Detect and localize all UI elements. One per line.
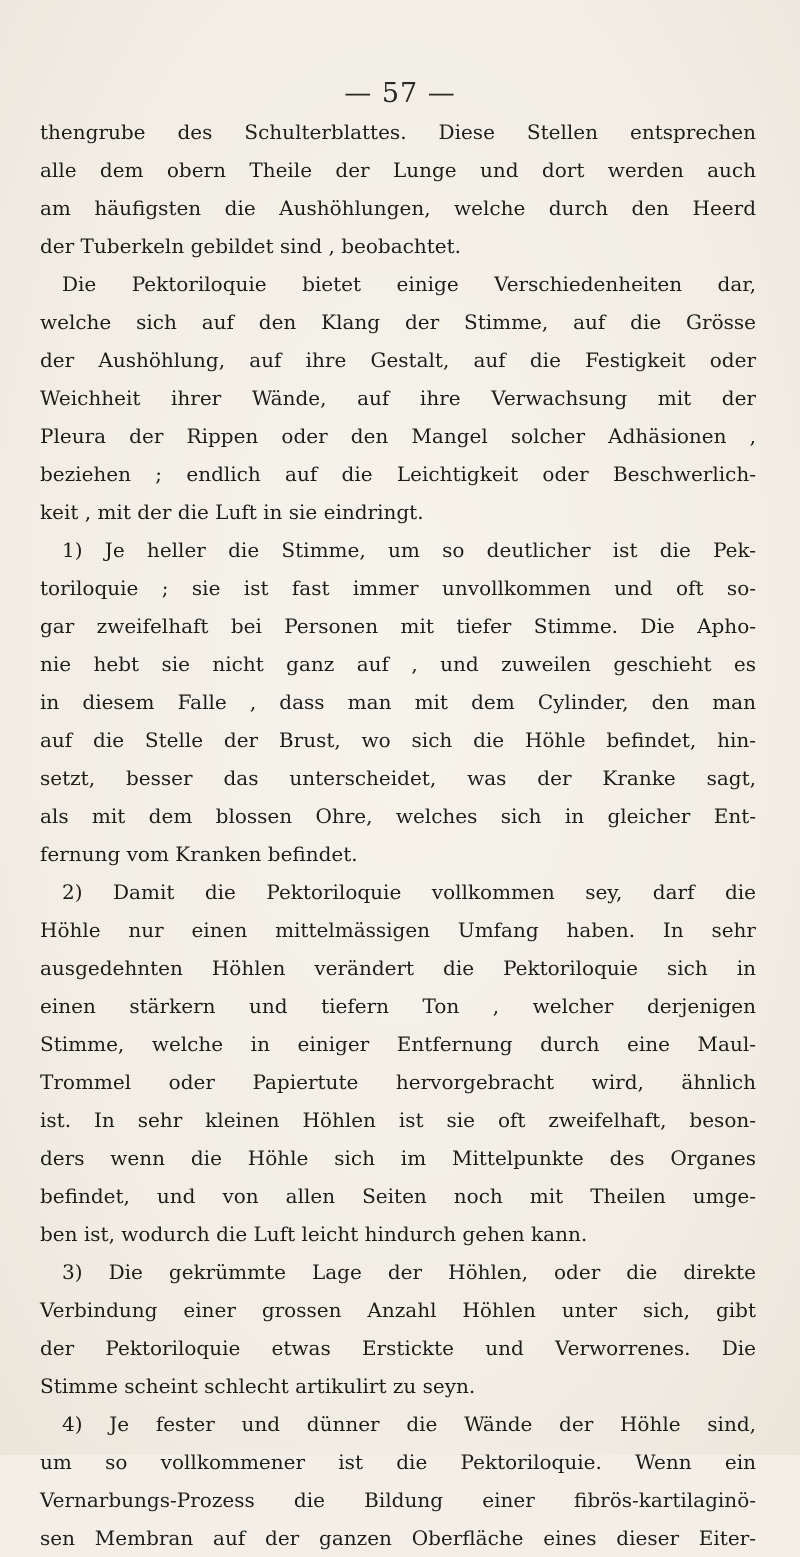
text-line: 4) Je fester und dünner die Wände der Höhle sind,	[62, 1412, 756, 1436]
text-line: Trommel oder Papiertute hervorgebracht wird, ähnlich	[40, 1070, 756, 1094]
text-line: Stimme scheint schlecht artikulirt zu seyn.	[40, 1374, 476, 1398]
text-line: welche sich auf den Klang der Stimme, auf die Grösse	[40, 310, 756, 334]
text-line: 3) Die gekrümmte Lage der Höhlen, oder die direkte	[62, 1260, 756, 1284]
text-line: sen Membran auf der ganzen Oberfläche eines dieser Eiter-	[40, 1526, 756, 1550]
text-line: Pleura der Rippen oder den Mangel solcher Adhäsionen ,	[40, 424, 756, 448]
text-line: Die Pektoriloquie bietet einige Verschiedenheiten dar,	[62, 272, 756, 296]
text-line: fernung vom Kranken befindet.	[40, 842, 358, 866]
text-line: ders wenn die Höhle sich im Mittelpunkte des Organes	[40, 1146, 756, 1170]
text-line: Stimme, welche in einiger Entfernung durch eine Maul-	[40, 1032, 756, 1056]
text-line: ist. In sehr kleinen Höhlen ist sie oft zweifelhaft, beson-	[40, 1108, 756, 1132]
body-text	[40, 113, 756, 1557]
text-line: als mit dem blossen Ohre, welches sich in gleicher Ent-	[40, 804, 756, 828]
text-line: 1) Je heller die Stimme, um so deutlicher ist die Pek-	[62, 538, 756, 562]
text-line: der Aushöhlung, auf ihre Gestalt, auf die Festigkeit oder	[40, 348, 756, 372]
text-line: alle dem obern Theile der Lunge und dort werden auch	[40, 158, 756, 182]
text-line: 2) Damit die Pektoriloquie vollkommen sey, darf die	[62, 880, 756, 904]
text-line: toriloquie ; sie ist fast immer unvollkommen und oft so-	[40, 576, 756, 600]
text-line: thengrube des Schulterblattes. Diese Stellen entsprechen	[40, 120, 756, 144]
text-line: Höhle nur einen mittelmässigen Umfang haben. In sehr	[40, 918, 756, 942]
text-line: ausgedehnten Höhlen verändert die Pektoriloquie sich in	[40, 956, 756, 980]
page-number: — 57 —	[344, 78, 456, 109]
text-line: auf die Stelle der Brust, wo sich die Höhle befindet, hin-	[40, 728, 756, 752]
text-line: Verbindung einer grossen Anzahl Höhlen unter sich, gibt	[40, 1298, 756, 1322]
text-line: nie hebt sie nicht ganz auf , und zuweilen geschieht es	[40, 652, 756, 676]
text-line: der Pektoriloquie etwas Erstickte und Verworrenes. Die	[40, 1336, 756, 1360]
text-line: Weichheit ihrer Wände, auf ihre Verwachsung mit der	[40, 386, 756, 410]
text-line: einen stärkern und tiefern Ton , welcher derjenigen	[40, 994, 756, 1018]
text-line: gar zweifelhaft bei Personen mit tiefer Stimme. Die Apho-	[40, 614, 756, 638]
text-line: keit , mit der die Luft in sie eindringt.	[40, 500, 424, 524]
text-line: beziehen ; endlich auf die Leichtigkeit oder Beschwerlich-	[40, 462, 756, 486]
text-line: setzt, besser das unterscheidet, was der Kranke sagt,	[40, 766, 756, 790]
text-line: ben ist, wodurch die Luft leicht hindurch gehen kann.	[40, 1222, 588, 1246]
text-line: am häufigsten die Aushöhlungen, welche durch den Heerd	[40, 196, 756, 220]
text-line: der Tuberkeln gebildet sind , beobachtet.	[40, 234, 462, 258]
text-line: in diesem Falle , dass man mit dem Cylinder, den man	[40, 690, 756, 714]
text-line: um so vollkommener ist die Pektoriloquie. Wenn ein	[40, 1450, 756, 1474]
text-line: befindet, und von allen Seiten noch mit Theilen umge-	[40, 1184, 756, 1208]
text-line: Vernarbungs-Prozess die Bildung einer fibrös-kartilaginö-	[40, 1488, 756, 1512]
